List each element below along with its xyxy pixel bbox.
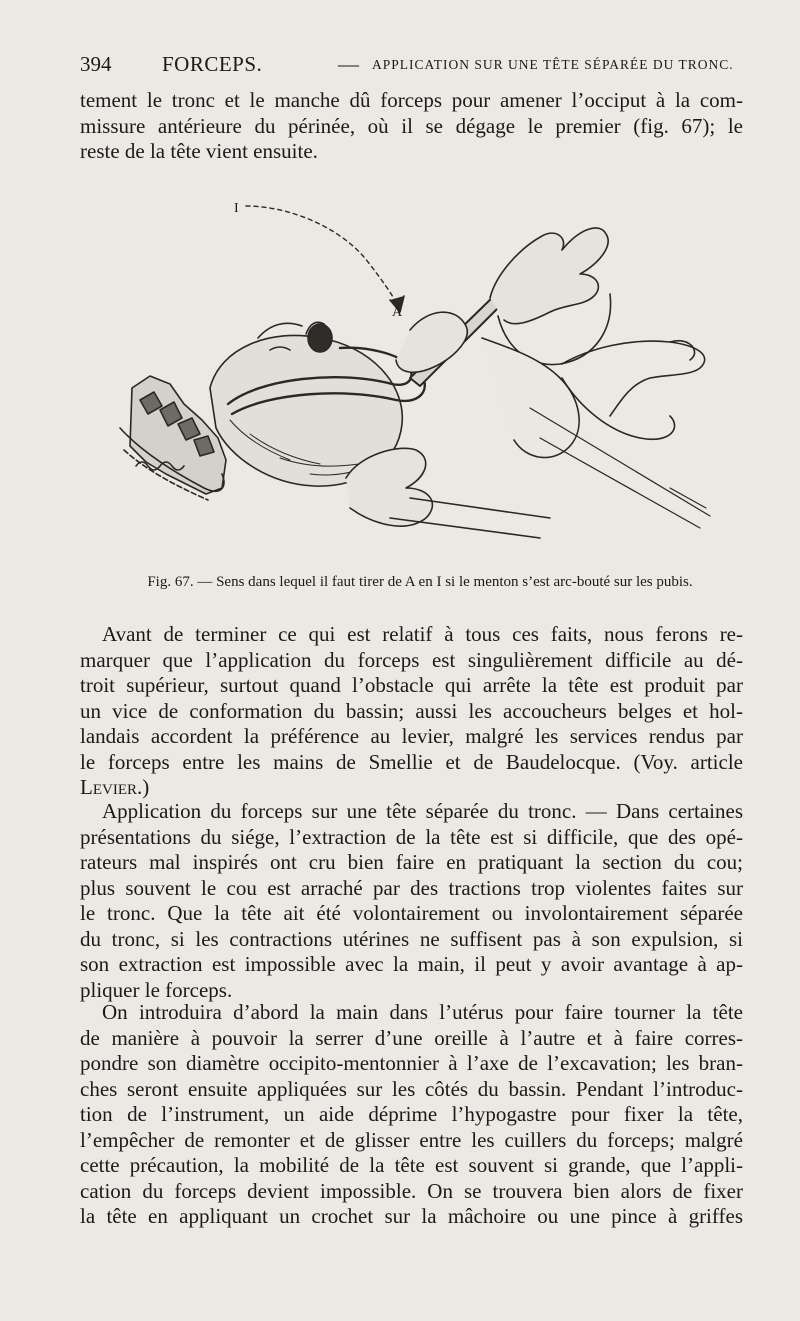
text-line: pondre son diamètre occipito-mentonnier à l’axe de l’excavation; les bran- <box>80 1051 743 1075</box>
figure-67-illustration <box>110 188 730 568</box>
text-line: reste de la tête vient ensuite. <box>80 139 318 163</box>
text-line: le tronc. Que la tête ait été volontairement ou involontairement séparée <box>80 901 743 925</box>
header-title: FORCEPS. <box>162 52 263 76</box>
text-line: rateurs mal inspirés ont cru bien faire en pratiquant la section du cou; <box>80 850 743 874</box>
text-line: un vice de conformation du bassin; aussi les accoucheurs belges et hol- <box>80 698 743 723</box>
text-line: du tronc, si les contractions utérines ne suffisent pas à son expulsion, si <box>80 926 743 951</box>
figure-label-I: I <box>234 201 239 216</box>
text-line: plus souvent le cou est arraché par des tractions trop violentes faites sur <box>80 875 743 900</box>
traction-arrow <box>246 206 404 312</box>
paragraph-continuation <box>80 88 743 165</box>
pelvis-drawing <box>120 376 226 500</box>
text-line: de manière à pouvoir la serrer d’une oreille à l’autre et à faire corres- <box>80 1025 743 1050</box>
text-line: présentations du siége, l’extraction de la tête est si difficile, que des opé- <box>80 824 743 849</box>
header-subtitle: APPLICATION SUR UNE TÊTE SÉPARÉE DU TRONC. <box>372 57 734 72</box>
text-line: cation du forceps devient impossible. On se trouvera bien alors de fixer <box>80 1178 743 1203</box>
text-line: tement le tronc et le manche dû forceps pour amener l’occiput à la com- <box>80 88 743 112</box>
infant-body-drawing <box>482 338 710 528</box>
text-line: la tête en appliquant un crochet sur la mâchoire ou une pince à griffes <box>80 1204 743 1228</box>
paragraph-application-section <box>80 799 743 1003</box>
running-header <box>80 52 760 78</box>
text-line: missure antérieure du périnée, où il se dégage le premier (fig. 67); le <box>80 113 743 138</box>
text-line: pliquer le forceps. <box>80 977 233 1002</box>
text-line: tion de l’instrument, un aide déprime l’hypogastre pour fixer la tête, <box>80 1102 743 1126</box>
text-line: ches seront ensuite appliquées sur les côtés du bassin. Pendant l’introduc- <box>80 1076 743 1101</box>
figure-label-A: A <box>392 305 403 320</box>
figure-caption: Fig. 67. — Sens dans lequel il faut tirer de A en I si le menton s’est arc-bouté sur les pubis. <box>147 574 693 590</box>
text-line: son extraction est impossible avec la main, il peut y avoir avantage à ap- <box>80 952 743 976</box>
header-dash: — <box>338 52 359 76</box>
text-line: Levier.) <box>80 775 150 799</box>
text-line: le forceps entre les mains de Smellie et de Baudelocque. (Voy. article <box>80 749 743 774</box>
text-line: l’empêcher de remonter et de glisser entre les cuillers du forceps; malgré <box>80 1127 743 1152</box>
page-number: 394 <box>80 52 112 76</box>
text-line: Avant de terminer ce qui est relatif à tous ces faits, nous ferons re- <box>102 622 743 646</box>
text-line: cette précaution, la mobilité de la tête est souvent si grande, que l’appli- <box>80 1153 743 1177</box>
paragraph-forceps-difficulty <box>80 622 743 801</box>
text-line: landais accordent la préférence au levier, malgré les services rendus par <box>80 724 743 748</box>
text-line: marquer que l’application du forceps est singulièrement difficile au dé- <box>80 647 743 672</box>
section-heading-line: Application du forceps sur une tête séparée du tronc. — Dans certaines <box>102 799 743 823</box>
text-line: On introduira d’abord la main dans l’utérus pour faire tourner la tête <box>102 1000 743 1024</box>
text-line: troit supérieur, surtout quand l’obstacle qui arrête la tête est produit par <box>80 673 743 697</box>
forceps-engraving <box>110 188 730 568</box>
paragraph-introduction-technique <box>80 1000 743 1230</box>
